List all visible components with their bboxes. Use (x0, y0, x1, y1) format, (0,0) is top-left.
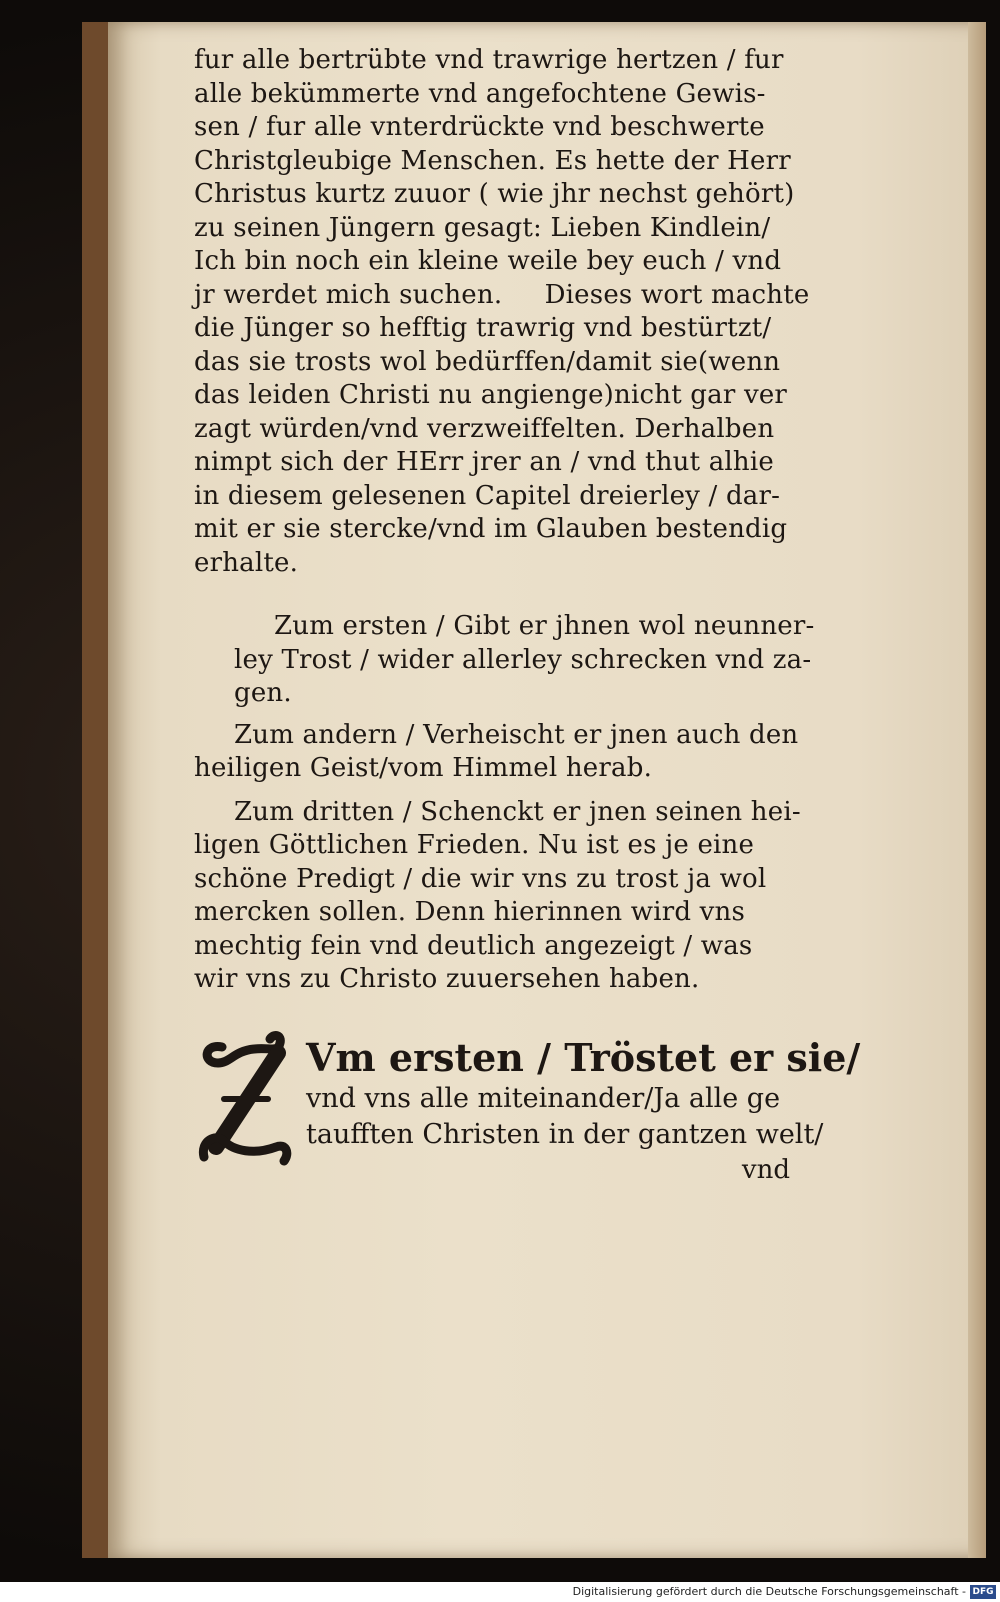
footer-bar (0, 1582, 1000, 1602)
text-line: das leiden Christi nu angienge)nicht gar ver (194, 380, 788, 410)
point-third (194, 796, 801, 997)
point-second (194, 719, 799, 786)
text-line: das sie trosts wol bedürffen/damit sie(wenn (194, 346, 781, 377)
text-line: mercken sollen. Denn hierinnen wird vns (194, 897, 746, 927)
section-start (194, 1034, 861, 1235)
text-line: Zum andern / Verheischt er jnen auch den (234, 719, 799, 750)
text-line: Zum dritten / Schenckt er jnen seinen hei- (234, 796, 801, 827)
text-line: die Jünger so hefftig trawrig vnd bestürtzt/ (194, 313, 772, 343)
text-line: mit er sie stercke/vnd im Glauben bestendig (194, 514, 788, 544)
text-line: sen / fur alle vnterdrückte vnd beschwerte (194, 112, 765, 142)
paragraph-intro (194, 44, 810, 580)
text-line: alle bekümmerte vnd angefochtene Gewis- (194, 78, 766, 109)
catchword: vnd (741, 1154, 790, 1185)
text-line: Christus kurtz zuuor ( wie jhr nechst gehört) (194, 179, 795, 209)
text-line: Ich bin noch ein kleine weile bey euch / vnd (194, 246, 782, 276)
text-line: Zum ersten / Gibt er jhnen wol neunner- (274, 611, 815, 641)
text-line: zu seinen Jüngern gesagt: Lieben Kindlein/ (194, 212, 771, 243)
point-first (194, 610, 815, 711)
text-line: jr werdet mich suchen. Dieses wort machte (194, 279, 810, 310)
text-line: in diesem gelesenen Capitel dreierley / dar- (194, 480, 781, 511)
text-line: wir vns zu Christo zuuersehen haben. (194, 964, 700, 994)
text-line: erhalte. (194, 547, 299, 578)
dfg-logo-icon: DFG (970, 1585, 996, 1599)
text-line: vnd vns alle miteinander/Ja alle ge (306, 1082, 781, 1114)
text-line: fur alle bertrübte vnd trawrige hertzen / fur (194, 45, 784, 75)
page-text (194, 44, 861, 1235)
funding-credit: Digitalisierung gefördert durch die Deutsche Forschungsgemeinschaft - (572, 1585, 966, 1598)
text-line: taufften Christen in der gantzen welt/ (306, 1118, 824, 1150)
section-heading: Vm ersten / Tröstet er sie/ (306, 1034, 861, 1080)
text-line: mechtig fein vnd deutlich angezeigt / was (194, 930, 753, 961)
text-line: ligen Göttlichen Frieden. Nu ist es je eine (194, 830, 755, 860)
text-line: gen. (234, 678, 292, 708)
text-line: Christgleubige Menschen. Es hette der Herr (194, 145, 791, 176)
dropcap-z-icon (194, 1029, 294, 1169)
text-line: ley Trost / wider allerley schrecken vnd za- (234, 644, 812, 675)
text-line: schöne Predigt / die wir vns zu trost ja wol (194, 863, 767, 894)
text-line: zagt würden/vnd verzweiffelten. Derhalben (194, 413, 775, 444)
text-line: heiligen Geist/vom Himmel herab. (194, 753, 653, 783)
text-line: nimpt sich der HErr jrer an / vnd thut alhie (194, 447, 774, 477)
section-text (306, 1034, 861, 1187)
page-edge (968, 22, 986, 1558)
